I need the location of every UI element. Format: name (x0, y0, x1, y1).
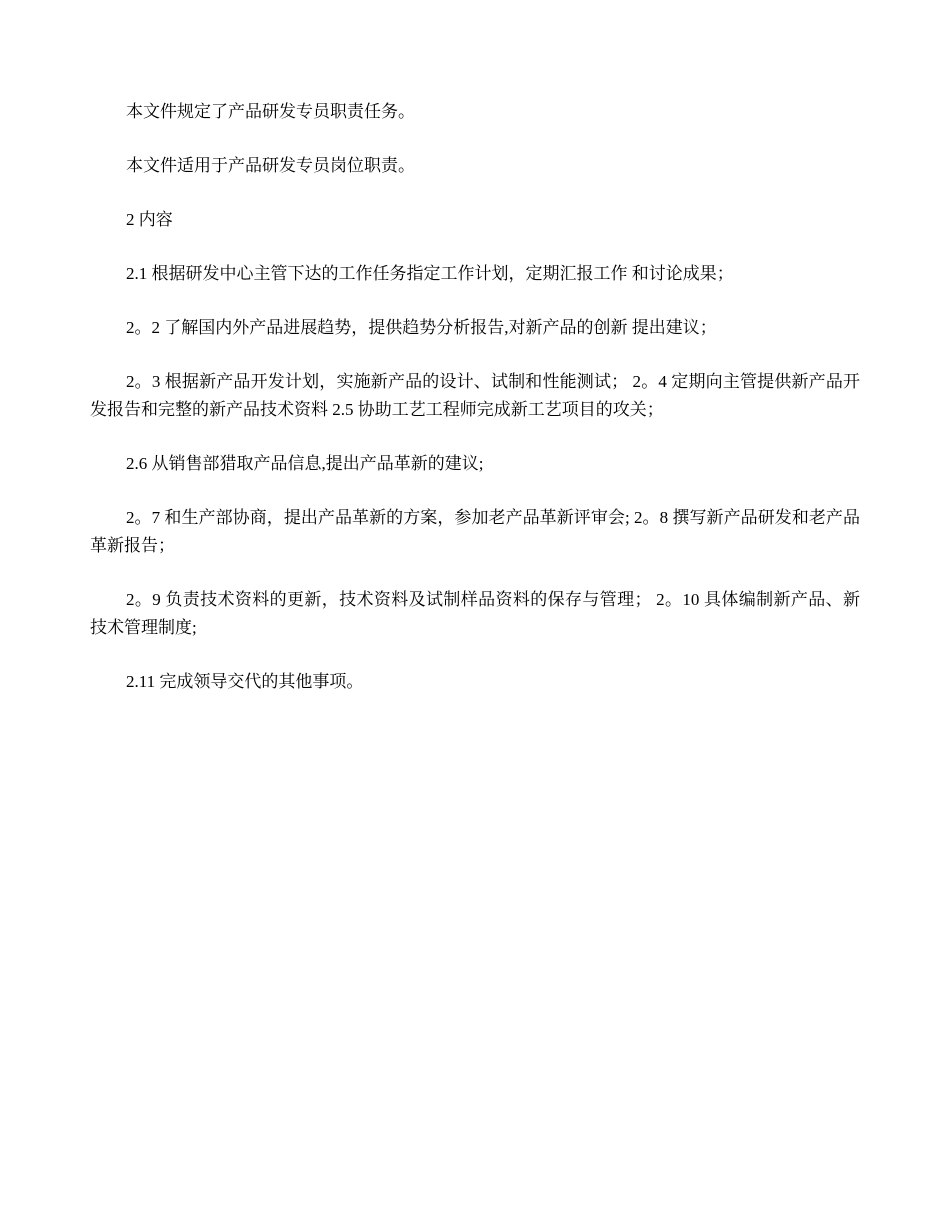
document-page (90, 98, 860, 722)
paragraph-item-2-2: 2。2 了解国内外产品进展趋势，提供趋势分析报告,对新产品的创新 提出建议； (126, 318, 717, 337)
paragraph-item-2-9-to-2-10: 2。9 负责技术资料的更新，技术资料及试制样品资料的保存与管理； 2。10 具体编制新产品、新技术管理制度; (90, 590, 860, 637)
paragraph-item-2-6: 2.6 从销售部猎取产品信息,提出产品革新的建议; (126, 454, 484, 473)
paragraph-item-2-1: 2.1 根据研发中心主管下达的工作任务指定工作计划，定期汇报工作 和讨论成果； (126, 264, 734, 283)
paragraph-applicability: 本文件适用于产品研发专员岗位职责。 (126, 156, 415, 175)
section-heading-content: 2 内容 (126, 210, 173, 229)
paragraph-item-2-7-to-2-8: 2。7 和生产部协商，提出产品革新的方案，参加老产品革新评审会; 2。8 撰写新产品研发和老产品革新报告； (90, 508, 860, 555)
paragraph-item-2-3-to-2-5: 2。3 根据新产品开发计划，实施新产品的设计、试制和性能测试； 2。4 定期向主管提供新产品开发报告和完整的新产品技术资料 2.5 协助工艺工程师完成新工艺项目的攻关； (90, 372, 860, 419)
paragraph-scope-statement: 本文件规定了产品研发专员职责任务。 (126, 102, 415, 121)
paragraph-item-2-11: 2.11 完成领导交代的其他事项。 (126, 672, 364, 691)
